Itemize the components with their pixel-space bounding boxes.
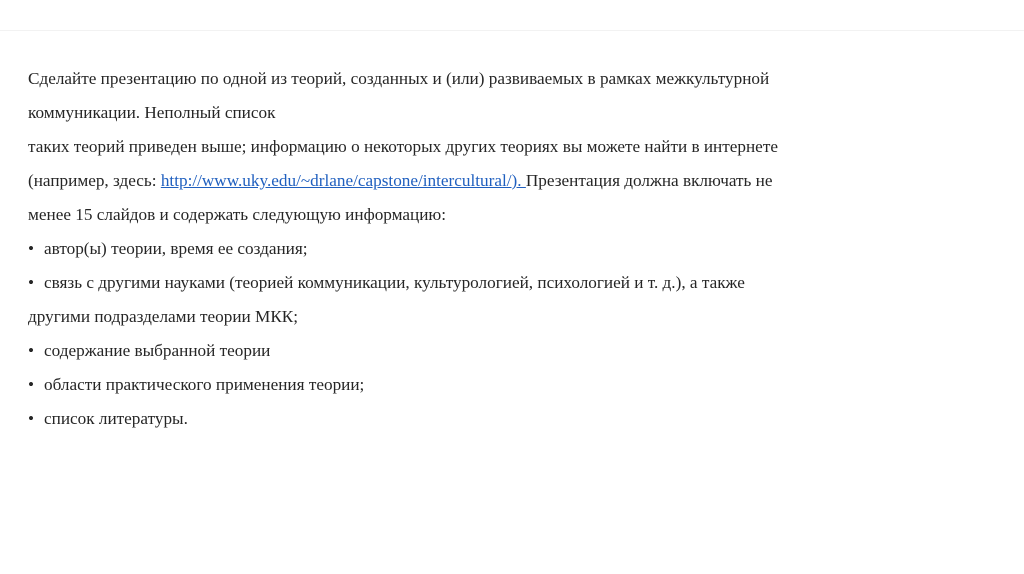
top-strip: [0, 0, 1024, 31]
text-fragment: Презентация должна включать не: [525, 171, 773, 190]
slide-content: [28, 62, 988, 436]
intercultural-theories-link[interactable]: http://www.uky.edu/~drlane/capstone/intercultural/).: [160, 171, 526, 190]
text-line: Сделайте презентацию по одной из теорий, созданных и (или) развиваемых в рамках межкультурной: [28, 69, 770, 88]
bullet-item: [28, 402, 988, 436]
bullet-icon: •: [28, 409, 35, 428]
bullet-text: содержание выбранной теории: [44, 341, 271, 360]
text-line-with-link: [28, 164, 988, 198]
bullet-text: области практического применения теории;: [44, 375, 365, 394]
text-line: другими подразделами теории МКК;: [28, 307, 299, 326]
bullet-icon: •: [28, 239, 35, 258]
bullet-item: [28, 266, 988, 300]
bullet-icon: •: [28, 273, 35, 292]
text-line: менее 15 слайдов и содержать следующую информацию:: [28, 205, 447, 224]
bullet-text: связь с другими науками (теорией коммуникации, культурологией, психологией и т. д.), а также: [44, 273, 745, 292]
bullet-text: автор(ы) теории, время ее создания;: [44, 239, 308, 258]
bullet-item: [28, 368, 988, 402]
bullet-icon: •: [28, 341, 35, 360]
bullet-icon: •: [28, 375, 35, 394]
bullet-item: [28, 232, 988, 266]
text-fragment: (например, здесь:: [28, 171, 161, 190]
text-line: коммуникации. Неполный список: [28, 103, 276, 122]
text-line: таких теорий приведен выше; информацию о некоторых других теориях вы можете найти в интернете: [28, 137, 778, 156]
bullet-item: [28, 334, 988, 368]
bullet-text: список литературы.: [44, 409, 188, 428]
